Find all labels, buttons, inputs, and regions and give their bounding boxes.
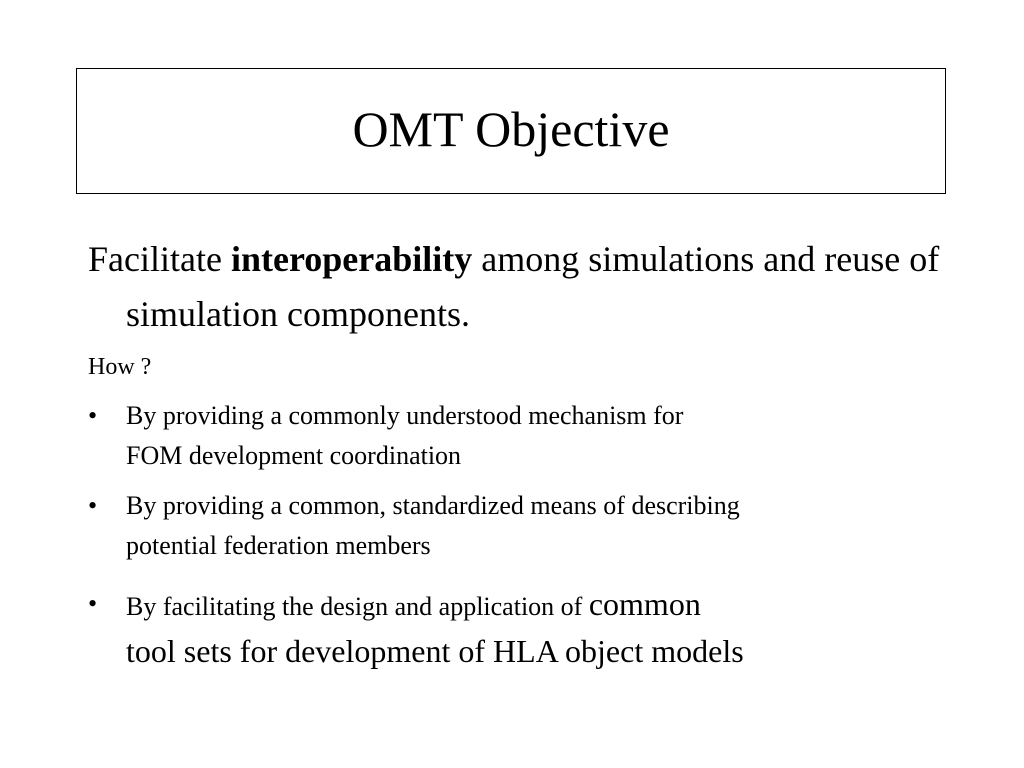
intro-suffix: among simulations and reuse of simulation components. <box>126 239 940 334</box>
bullet-item <box>88 486 948 566</box>
bullet-item <box>88 396 948 476</box>
bullet-line: By providing a common, standardized means of describing <box>126 491 740 520</box>
intro-emphasis: interoperability <box>230 239 473 279</box>
bullet-glyph: • <box>88 401 98 430</box>
bullet-glyph: • <box>88 589 98 618</box>
title-box <box>76 68 946 194</box>
bullet-line: potential federation members <box>126 531 431 560</box>
how-label: How ? <box>88 354 152 380</box>
bullet-item <box>88 582 948 676</box>
bullet-line: By facilitating the design and application of <box>126 592 589 621</box>
intro-paragraph <box>88 232 986 342</box>
bullet-line: FOM development coordination <box>126 441 462 470</box>
bullet-line-large: tool sets for development of HLA object models <box>126 633 744 669</box>
intro-prefix: Facilitate <box>88 239 231 279</box>
bullet-glyph: • <box>88 491 98 520</box>
bullet-line: By providing a commonly understood mechanism for <box>126 401 684 430</box>
bullet-line-large: common <box>588 586 701 622</box>
slide-title: OMT Objective <box>352 101 670 157</box>
